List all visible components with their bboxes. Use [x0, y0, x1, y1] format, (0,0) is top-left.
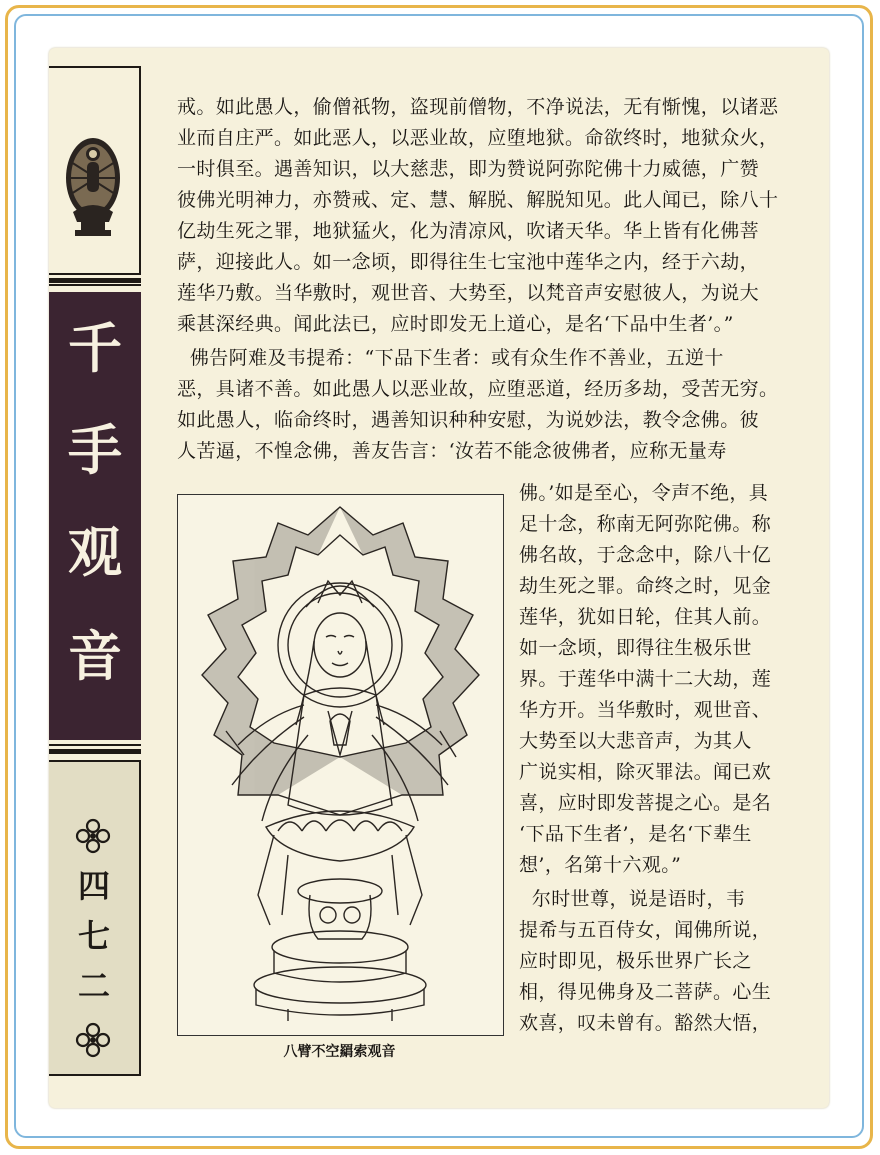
text-line: 如一念顷，即得往生极乐世: [519, 637, 752, 659]
spine-emblem-box: [49, 66, 141, 275]
text-line: ‘下品下生者’，是名‘下辈生: [519, 823, 752, 845]
text-line: 亿劫生死之罪，地狱猛火，化为清凉风，吹诸天华。华上皆有化佛菩: [177, 220, 760, 242]
text-line: 莲华乃敷。当华敷时，观世音、大势至，以梵音声安慰彼人，为说大: [177, 282, 760, 304]
spine-rule: [49, 749, 141, 754]
page-number-char: 七: [77, 917, 110, 955]
spine-rule: [49, 278, 141, 283]
text-line: 如此愚人，临命终时，遇善知识种种安慰，为说妙法，教令念佛。彼: [177, 409, 760, 431]
page-number-block: [49, 760, 141, 1076]
text-line: 彼佛光明神力，亦赞戒、定、慧、解脱、解脱知见。此人闻已，除八十: [177, 189, 779, 211]
spine-rule: [49, 284, 141, 286]
flower-ornament-icon: [73, 1020, 113, 1060]
text-line: 足十念，称南无阿弥陀佛。称: [519, 513, 772, 535]
text-line: 佛。’如是至心，令声不绝，具: [519, 482, 769, 504]
text-line: 恶，具诸不善。如此愚人以恶业故，应堕恶道，经历多劫，受苦无穷。: [177, 378, 779, 400]
text-line: 应时即见，极乐世界广长之: [519, 950, 752, 972]
text-line: 提希与五百侍女，闻佛所说，: [519, 919, 772, 941]
text-line: 欢喜，叹未曾有。豁然大悟，: [519, 1012, 772, 1034]
book-title-char: 观: [68, 520, 122, 584]
book-title-char: 音: [68, 624, 122, 688]
text-line: 相，得见佛身及二菩萨。心生: [519, 981, 772, 1003]
book-page: [49, 48, 829, 1108]
text-line: 乘甚深经典。闻此法已，应时即发无上道心，是名‘下品中生者’。”: [177, 313, 734, 335]
page-number-char: 四: [77, 867, 110, 905]
text-line: 想’，名第十六观。”: [519, 854, 682, 876]
figure-caption: 八臂不空羂索观音: [283, 1044, 396, 1060]
text-line: 人苦逼，不惶念佛，善友告言：‘汝若不能念彼佛者，应称无量寿: [177, 440, 727, 462]
book-title-char: 手: [68, 418, 122, 482]
text-line: 萨，迎接此人。如一念顷，即得往生七宝池中莲华之内，经于六劫，: [177, 251, 760, 273]
text-line: 广说实相，除灭罪法。闻已欢: [519, 761, 772, 783]
flower-ornament-icon: [73, 816, 113, 856]
eight-armed-guanyin-icon: [178, 495, 503, 1035]
book-title-block: [49, 292, 141, 740]
page-number-char: 二: [77, 967, 110, 1005]
text-line: 华方开。当华敷时，观世音、: [519, 699, 772, 721]
text-line: 佛告阿难及韦提希：“下品下生者：或有众生作不善业，五逆十: [177, 347, 724, 369]
guanyin-illustration: [177, 494, 504, 1036]
book-title-char: 千: [68, 316, 122, 380]
text-line: 劫生死之罪。命终之时，见金: [519, 575, 772, 597]
text-line: 大势至以大悲音声，为其人: [519, 730, 752, 752]
guanyin-emblem-icon: [63, 132, 123, 240]
text-line: 尔时世尊，说是语时，韦: [519, 888, 746, 910]
text-line: 莲华，犹如日轮，住其人前。: [519, 606, 772, 628]
text-line: 界。于莲华中满十二大劫，莲: [519, 668, 772, 690]
text-line: 喜，应时即发菩提之心。是名: [519, 792, 772, 814]
spine-rule: [49, 744, 141, 746]
spine: [49, 48, 141, 1108]
text-line: 戒。如此愚人，偷僧祇物，盗现前僧物，不净说法，无有惭愧，以诸恶: [177, 96, 779, 118]
text-line: 佛名故，于念念中，除八十亿: [519, 544, 772, 566]
text-line: 业而自庄严。如此恶人，以恶业故，应堕地狱。命欲终时，地狱众火，: [177, 127, 779, 149]
text-line: 一时俱至。遇善知识，以大慈悲，即为赞说阿弥陀佛十力威德，广赞: [177, 158, 760, 180]
